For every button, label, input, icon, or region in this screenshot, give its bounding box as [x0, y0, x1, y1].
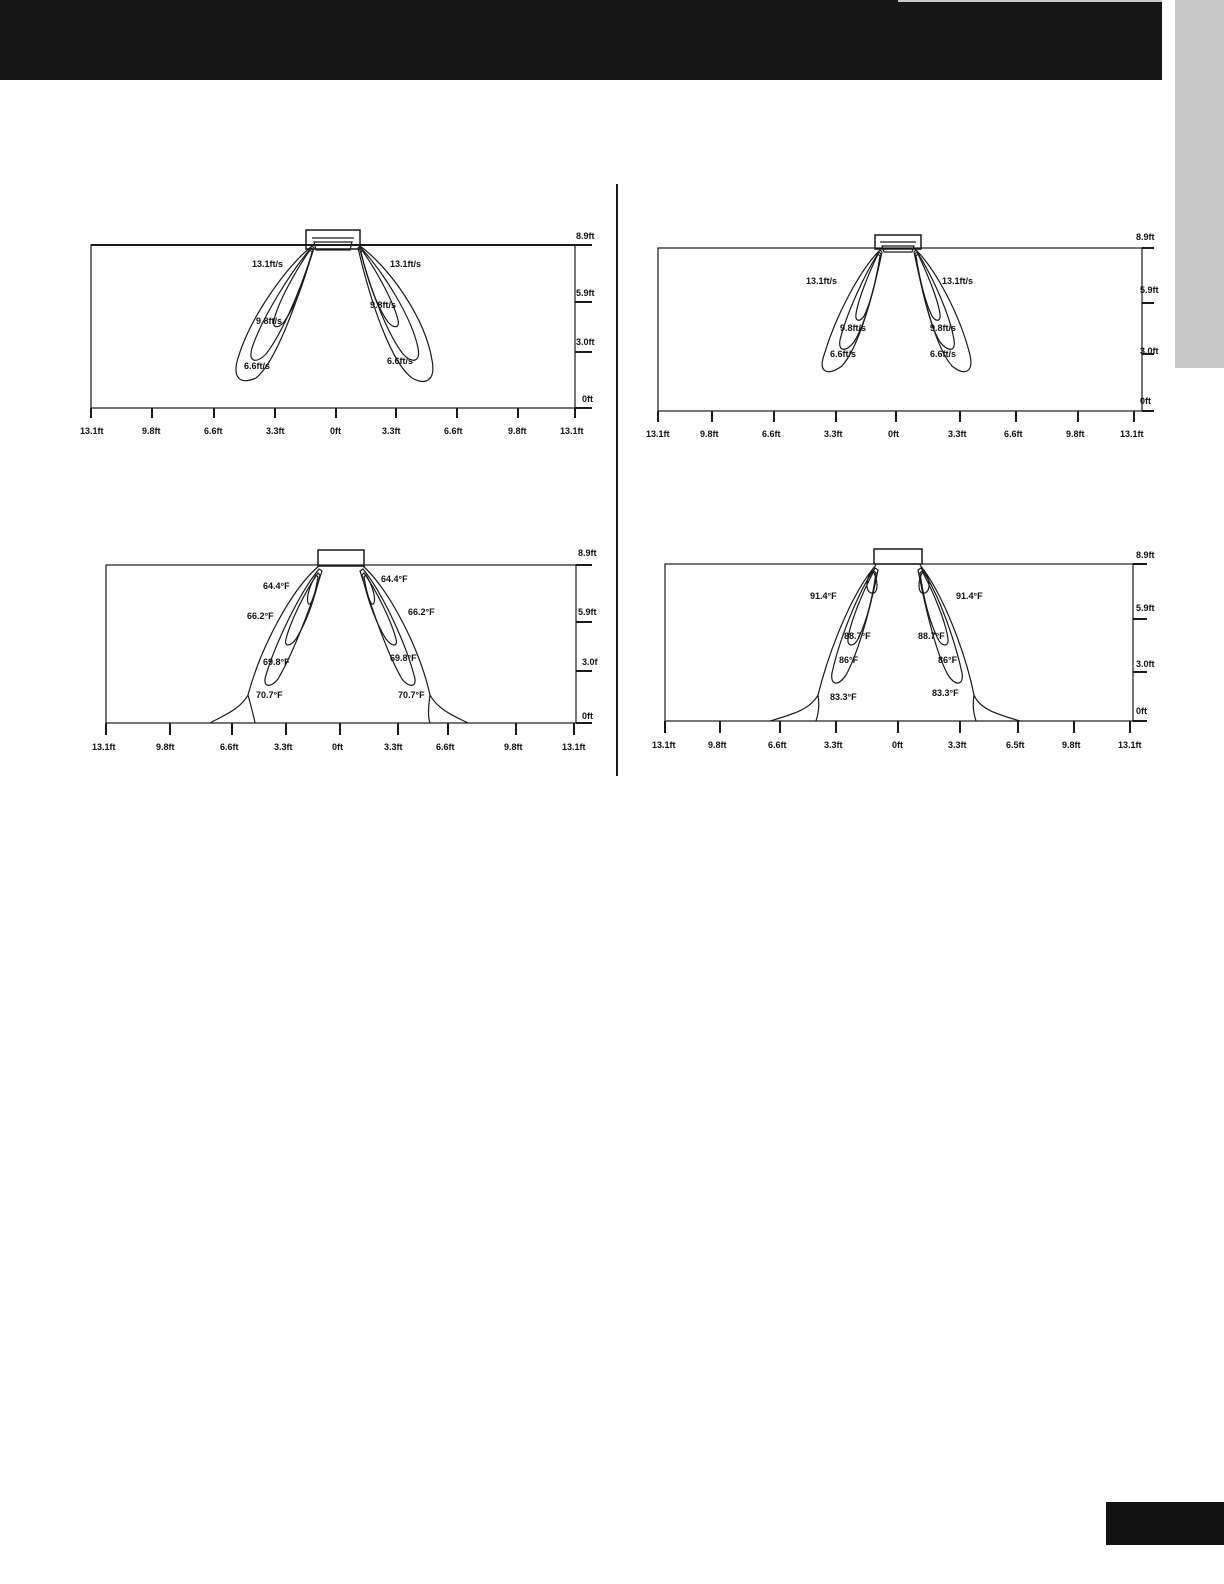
- x-tick-label: 9.8ft: [142, 426, 161, 436]
- x-tick-label: 13.1ft: [92, 742, 116, 752]
- side-tab: [1175, 0, 1224, 368]
- contour-label: 66.2°F: [247, 611, 274, 621]
- page-number-block: [1106, 1502, 1224, 1545]
- y-tick-label: 0ft: [1136, 706, 1147, 716]
- velocity-heating-panel: [646, 230, 1166, 440]
- x-tick-label: 3.3ft: [384, 742, 403, 752]
- contour-label: 9.8ft/s: [370, 300, 397, 310]
- contour-label: 9.8ft/s: [930, 323, 957, 333]
- left-plume-contour-outer: [770, 565, 876, 721]
- contour-label: 9.8ft/s: [840, 323, 867, 333]
- x-tick-label: 0ft: [330, 426, 341, 436]
- contour-label: 64.4°F: [381, 574, 408, 584]
- header-accent-line: [898, 0, 1162, 2]
- contour-label: 13.1ft/s: [942, 276, 974, 286]
- x-tick-label: 9.8ft: [504, 742, 523, 752]
- x-tick-label: 6.6ft: [768, 740, 787, 750]
- x-tick-label: 9.8ft: [1066, 429, 1085, 439]
- temperature-heating-panel: [650, 545, 1170, 755]
- contour-label: 86°F: [839, 655, 859, 665]
- x-tick-label: 3.3ft: [266, 426, 285, 436]
- x-tick-label: 0ft: [332, 742, 343, 752]
- x-tick-label: 3.3ft: [274, 742, 293, 752]
- contour-label: 6.6ft/s: [387, 356, 414, 366]
- diffuser-body: [306, 230, 360, 249]
- x-tick-label: 0ft: [888, 429, 899, 439]
- x-tick-label: 3.3ft: [824, 429, 843, 439]
- y-tick-label: 3.0ft: [1136, 659, 1155, 669]
- contour-label: 6.6ft/s: [930, 349, 957, 359]
- x-tick-label: 9.8ft: [708, 740, 727, 750]
- x-tick-label: 3.3ft: [948, 740, 967, 750]
- x-tick-label: 6.6ft: [204, 426, 223, 436]
- x-tick-label: 3.3ft: [948, 429, 967, 439]
- y-tick-label: 8.9ft: [1136, 550, 1155, 560]
- contour-label: 88.7°F: [918, 631, 945, 641]
- contour-label: 13.1ft/s: [390, 259, 422, 269]
- contour-label: 83.3°F: [830, 692, 857, 702]
- x-tick-label: 6.6ft: [220, 742, 239, 752]
- x-tick-label: 13.1ft: [646, 429, 670, 439]
- room-outline: [106, 565, 576, 723]
- contour-label: 13.1ft/s: [806, 276, 838, 286]
- y-tick-label: 3.0ft: [1140, 346, 1159, 356]
- diffuser-body: [318, 550, 364, 566]
- temperature-cooling-panel: [90, 545, 610, 755]
- contour-label: 70.7°F: [398, 690, 425, 700]
- temperature-heating-diagram: [650, 545, 1170, 755]
- contour-label: 69.8°F: [390, 653, 417, 663]
- y-tick-label: 0ft: [1140, 396, 1151, 406]
- y-tick-label: 3.0ft: [576, 337, 595, 347]
- x-tick-label: 9.8ft: [700, 429, 719, 439]
- x-tick-label: 9.8ft: [1062, 740, 1081, 750]
- y-tick-label: 5.9ft: [1136, 603, 1155, 613]
- contour-label: 9.8ft/s: [256, 316, 283, 326]
- x-tick-label: 13.1ft: [1118, 740, 1142, 750]
- x-tick-label: 0ft: [892, 740, 903, 750]
- temperature-cooling-diagram: [90, 545, 610, 755]
- y-tick-label: 5.9ft: [578, 607, 597, 617]
- contour-label: 86°F: [938, 655, 958, 665]
- left-plume-contour-mid: [832, 568, 878, 683]
- velocity-cooling-panel: [80, 228, 600, 438]
- contour-label: 91.4°F: [810, 591, 837, 601]
- y-tick-label: 8.9ft: [578, 548, 597, 558]
- room-outline: [658, 248, 1142, 411]
- x-tick-label: 3.3ft: [824, 740, 843, 750]
- x-tick-label: 13.1ft: [652, 740, 676, 750]
- y-tick-label: 8.9ft: [576, 231, 595, 241]
- diffuser-body: [874, 549, 922, 564]
- velocity-cooling-diagram: [80, 228, 600, 438]
- x-tick-label: 13.1ft: [560, 426, 584, 436]
- x-tick-label: 6.6ft: [1004, 429, 1023, 439]
- y-tick-label: 0ft: [582, 711, 593, 721]
- x-tick-label: 13.1ft: [1120, 429, 1144, 439]
- right-plume-contour-mid: [360, 569, 415, 685]
- x-tick-label: 6.6ft: [436, 742, 455, 752]
- panel-divider: [616, 184, 618, 776]
- contour-label: 83.3°F: [932, 688, 959, 698]
- header-bar: [0, 0, 1162, 80]
- y-tick-label: 0ft: [582, 394, 593, 404]
- contour-label: 66.2°F: [408, 607, 435, 617]
- x-tick-label: 6.6ft: [444, 426, 463, 436]
- contour-label: 91.4°F: [956, 591, 983, 601]
- contour-label: 69.8°F: [263, 657, 290, 667]
- contour-label: 13.1ft/s: [252, 259, 284, 269]
- room-outline: [665, 564, 1133, 721]
- contour-label: 6.6ft/s: [830, 349, 857, 359]
- velocity-heating-diagram: [646, 230, 1166, 440]
- x-tick-label: 9.8ft: [156, 742, 175, 752]
- x-tick-label: 3.3ft: [382, 426, 401, 436]
- y-tick-label: 8.9ft: [1136, 232, 1155, 242]
- contour-label: 70.7°F: [256, 690, 283, 700]
- contour-label: 6.6ft/s: [244, 361, 271, 371]
- right-plume-contour-mid: [918, 568, 962, 683]
- right-jet-contour-mid: [915, 252, 957, 349]
- x-tick-label: 13.1ft: [562, 742, 586, 752]
- room-outline: [91, 245, 575, 408]
- contour-label: 88.7°F: [844, 631, 871, 641]
- x-tick-label: 9.8ft: [508, 426, 527, 436]
- x-tick-label: 13.1ft: [80, 426, 104, 436]
- y-tick-label: 5.9ft: [1140, 285, 1159, 295]
- y-tick-label: 3.0f: [582, 657, 598, 667]
- contour-label: 64.4°F: [263, 581, 290, 591]
- y-tick-label: 5.9ft: [576, 288, 595, 298]
- x-tick-label: 6.6ft: [762, 429, 781, 439]
- x-tick-label: 6.5ft: [1006, 740, 1025, 750]
